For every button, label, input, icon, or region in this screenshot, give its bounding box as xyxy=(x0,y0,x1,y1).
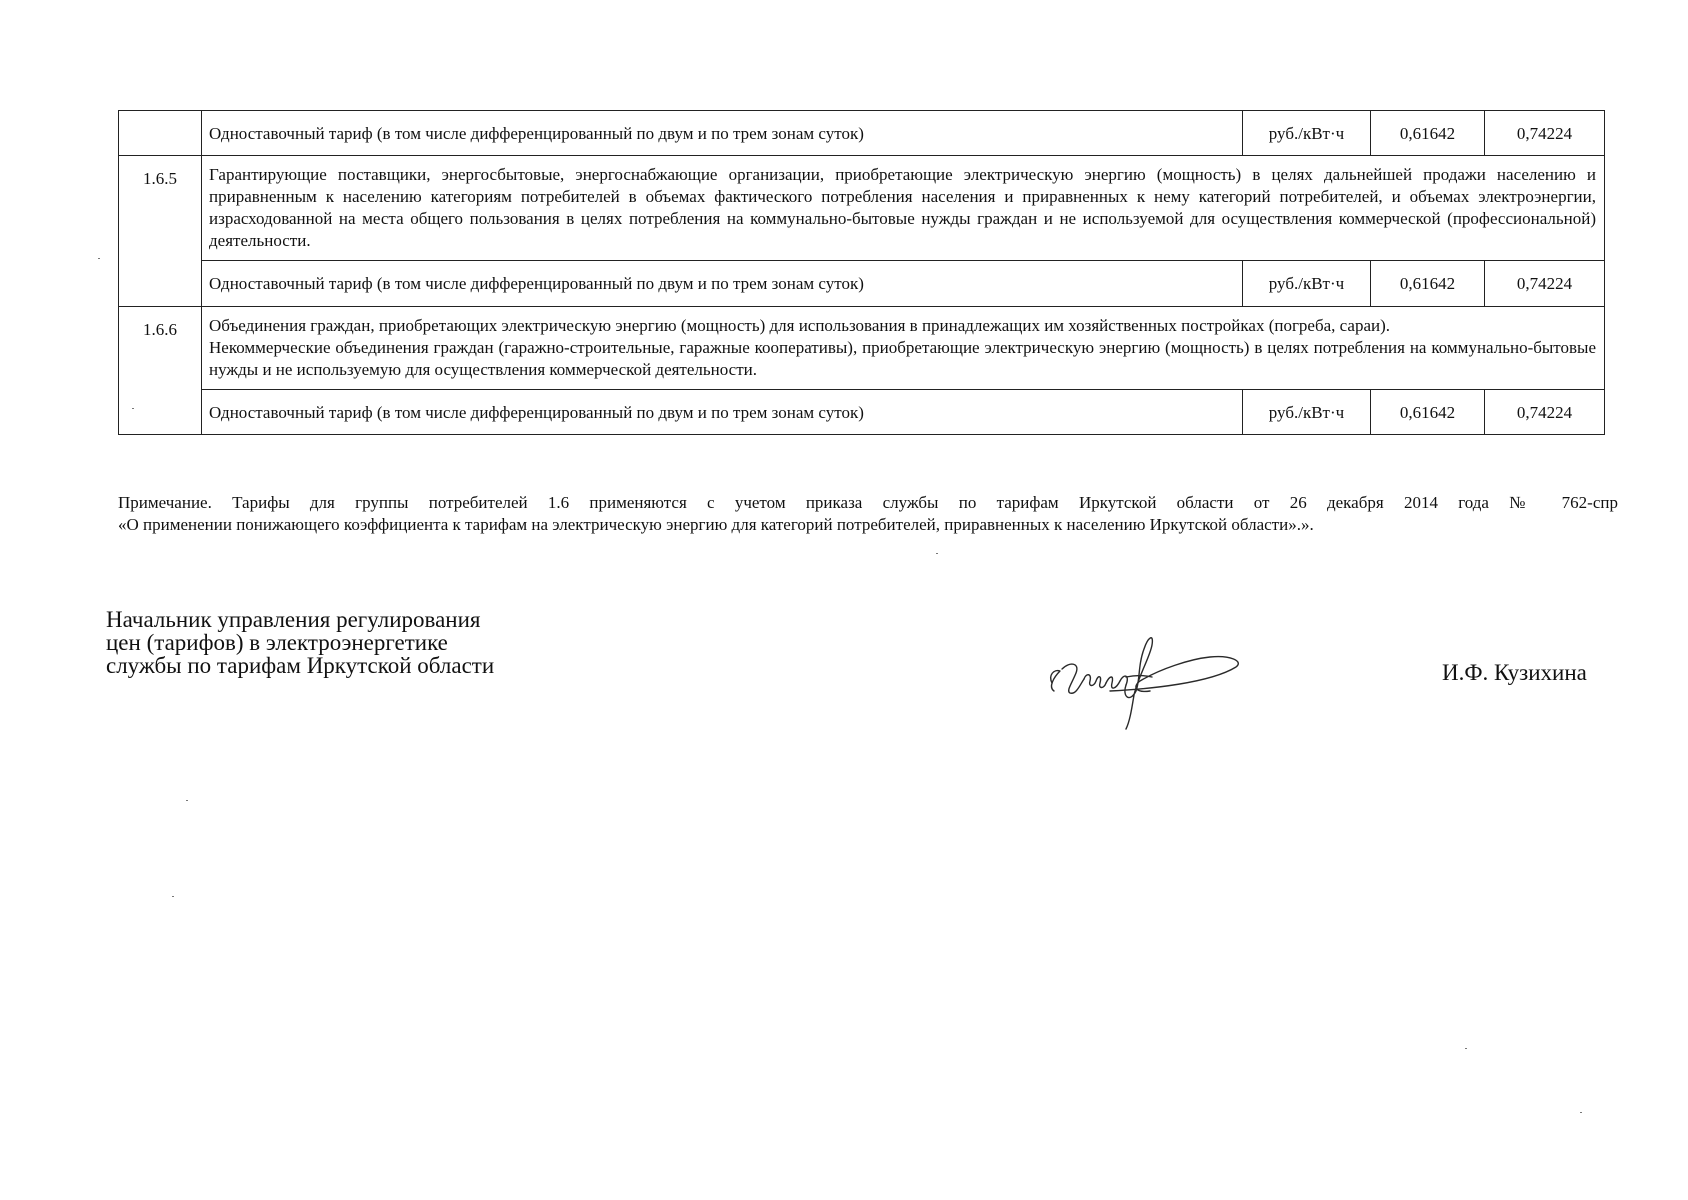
table-row xyxy=(119,306,1605,389)
row-number-cell xyxy=(119,111,202,156)
tariff-label: Одноставочный тариф (в том числе дифференцированный по двум и по трем зонам суток) xyxy=(202,261,1243,306)
handwritten-signature-icon xyxy=(1040,625,1250,735)
signer-name: И.Ф. Кузихина xyxy=(1442,660,1587,685)
footnote xyxy=(118,492,1618,536)
category-description: Гарантирующие поставщики, энергосбытовые, энергоснабжающие организации, приобретающие электрическую энергию (мощность) в целях дальнейшей продажи населению и приравненным к населению категориям потребителей в объемах фактического потребления населения и приравненных к нему категорий потребителей, и объемах электроэнергии, израсходованной на места общего пользования в целях потребления на коммунально-бытовые нужды граждан и не используемой для осуществления коммерческой (профессиональной) деятельности. xyxy=(202,156,1605,261)
signer-position-line: службы по тарифам Иркутской области xyxy=(106,653,495,678)
scan-speck xyxy=(132,408,134,409)
footnote-line: «О применении понижающего коэффициента к тарифам на электрическую энергию для категорий потребителей, приравненных к населению Иркутской области».». xyxy=(118,515,1314,535)
scan-speck xyxy=(186,800,188,801)
row-number-cell: 1.6.5 xyxy=(119,156,202,306)
tariff-label: Одноставочный тариф (в том числе дифференцированный по двум и по трем зонам суток) xyxy=(202,389,1243,434)
scan-speck xyxy=(172,896,174,897)
row-number-cell: 1.6.6 xyxy=(119,306,202,434)
tariff-table xyxy=(118,110,1605,435)
value-cell-2: 0,74224 xyxy=(1485,389,1605,434)
scan-speck xyxy=(936,553,938,554)
scan-speck xyxy=(1465,1048,1467,1049)
tariff-label: Одноставочный тариф (в том числе дифференцированный по двум и по трем зонам суток) xyxy=(202,111,1243,156)
unit-cell: руб./кВт·ч xyxy=(1243,261,1371,306)
table-row xyxy=(119,261,1605,306)
value-cell-1: 0,61642 xyxy=(1371,111,1485,156)
table-row xyxy=(119,156,1605,261)
signer-position-line: Начальник управления регулирования xyxy=(106,607,481,632)
unit-cell: руб./кВт·ч xyxy=(1243,389,1371,434)
value-cell-1: 0,61642 xyxy=(1371,261,1485,306)
table-row xyxy=(119,389,1605,434)
scan-speck xyxy=(1580,1112,1582,1113)
value-cell-2: 0,74224 xyxy=(1485,111,1605,156)
table-row xyxy=(119,111,1605,156)
description-paragraph: Объединения граждан, приобретающих электрическую энергию (мощность) для использования в принадлежащих им хозяйственных постройках (погреба, сараи). xyxy=(209,315,1391,335)
unit-cell: руб./кВт·ч xyxy=(1243,111,1371,156)
category-description xyxy=(202,306,1605,389)
signer-position xyxy=(106,608,494,677)
signer-position-line: цен (тарифов) в электроэнергетике xyxy=(106,630,448,655)
value-cell-1: 0,61642 xyxy=(1371,389,1485,434)
scan-speck xyxy=(98,258,100,259)
description-paragraph: Некоммерческие объединения граждан (гаражно-строительные, гаражные кооперативы), приобретающие электрическую энергию (мощность) в целях потребления на коммунально-бытовые нужды и не используемую для осуществления коммерческой деятельности. xyxy=(209,337,1596,379)
footnote-line: Примечание. Тарифы для группы потребителей 1.6 применяются с учетом приказа службы по тарифам Иркутской области от 26 декабря 2014 года № 762-спр xyxy=(118,493,1618,512)
value-cell-2: 0,74224 xyxy=(1485,261,1605,306)
